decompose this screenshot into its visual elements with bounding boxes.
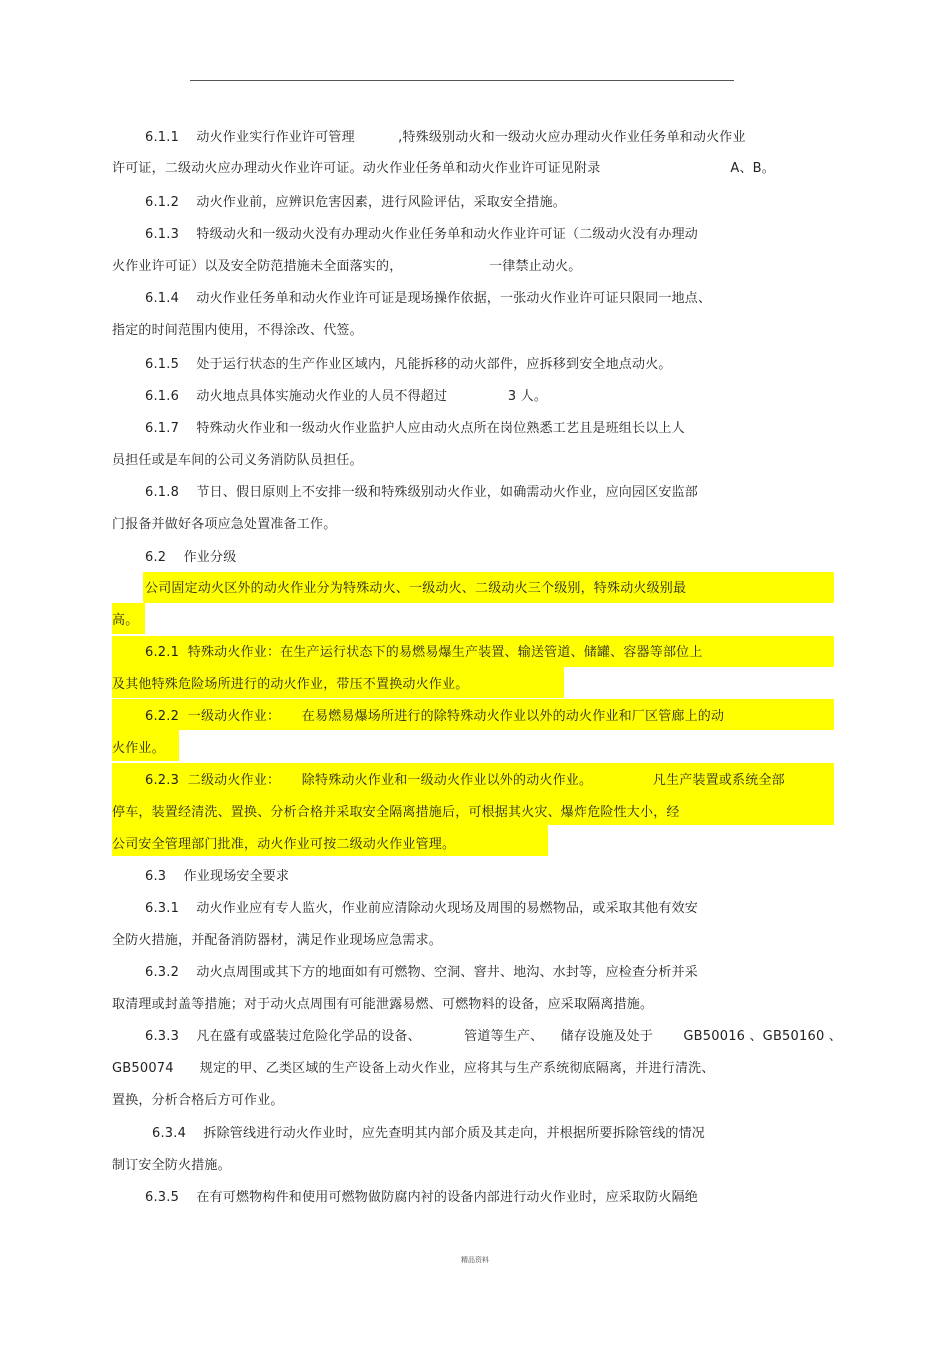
text-line: 员担任或是车间的公司义务消防队员担任。 (112, 453, 363, 468)
text-line: 火作业。 (112, 741, 165, 756)
text-line: 6.2.3 二级动火作业： 除特殊动火作业和一级动火作业以外的动火作业。 凡生产装置或系统全部 (145, 773, 785, 788)
text-line: 制订安全防火措施。 (112, 1158, 231, 1173)
text-line: 6.1.4 动火作业任务单和动火作业许可证是现场操作依据，一张动火作业许可证只限同一地点、 (145, 291, 712, 306)
text-line: 6.1.1 动火作业实行作业许可管理 ,特殊级别动火和一级动火应办理动火作业任务单和动火作业 (145, 130, 746, 145)
text-line: 6.1.5 处于运行状态的生产作业区域内，凡能拆移的动火部件，应拆移到安全地点动火。 (145, 357, 672, 372)
text-line: 指定的时间范围内使用，不得涂改、代签。 (112, 323, 363, 338)
text-line: 公司固定动火区外的动火作业分为特殊动火、一级动火、二级动火三个级别，特殊动火级别最 (145, 581, 687, 596)
text-line: 6.3.4 拆除管线进行动火作业时，应先查明其内部介质及其走向，并根据所要拆除管线的情况 (152, 1126, 706, 1141)
text-line: 6.1.3 特级动火和一级动火没有办理动火作业任务单和动火作业许可证（二级动火没有办理动 (145, 227, 699, 242)
text-line: 6.1.8 节日、假日原则上不安排一级和特殊级别动火作业，如确需动火作业，应向园区安监部 (145, 485, 699, 500)
text-line: 取清理或封盖等措施；对于动火点周围有可能泄露易燃、可燃物料的设备，应采取隔离措施。 (112, 997, 654, 1012)
section-heading: 6.2 作业分级 (145, 550, 237, 565)
text-line: 许可证，二级动火应办理动火作业许可证。动火作业任务单和动火作业许可证见附录 A、B。 (112, 161, 775, 176)
text-line: 及其他特殊危险场所进行的动火作业，带压不置换动火作业。 (112, 677, 469, 692)
text-line: 6.2.1 特殊动火作业：在生产运行状态下的易燃易爆生产装置、输送管道、储罐、容器等部位上 (145, 645, 703, 660)
section-heading: 6.3 作业现场安全要求 (145, 869, 290, 884)
text-line: 高。 (112, 613, 139, 628)
footer-label: 精品资料 (461, 1256, 489, 1264)
text-line: 置换，分析合格后方可作业。 (112, 1093, 284, 1108)
text-line: GB50074 规定的甲、乙类区域的生产设备上动火作业，应将其与生产系统彻底隔离，并进行清洗、 (112, 1061, 715, 1076)
text-line: 6.3.5 在有可燃物构件和使用可燃物做防腐内衬的设备内部进行动火作业时，应采取防火隔绝 (145, 1190, 699, 1205)
header-rule (190, 80, 734, 81)
text-line: 6.3.2 动火点周围或其下方的地面如有可燃物、空洞、窨井、地沟、水封等，应检查分析并采 (145, 965, 699, 980)
text-line: 火作业许可证）以及安全防范措施未全面落实的， 一律禁止动火。 (112, 259, 582, 274)
text-line: 停车，装置经清洗、置换、分析合格并采取安全隔离措施后，可根据其火灾、爆炸危险性大小，经 (112, 805, 680, 820)
text-line: 6.1.7 特殊动火作业和一级动火作业监护人应由动火点所在岗位熟悉工艺且是班组长以上人 (145, 421, 685, 436)
text-line: 6.2.2 一级动火作业： 在易燃易爆场所进行的除特殊动火作业以外的动火作业和厂区管廊上的动 (145, 709, 725, 724)
text-line: 6.3.1 动火作业应有专人监火，作业前应清除动火现场及周围的易燃物品，或采取其他有效安 (145, 901, 699, 916)
text-line: 门报备并做好各项应急处置准备工作。 (112, 517, 337, 532)
text-line: 公司安全管理部门批准，动火作业可按二级动火作业管理。 (112, 837, 456, 852)
text-line: 6.3.3 凡在盛有或盛装过危险化学品的设备、 管道等生产、 储存设施及处于 GB50016 、GB50160 、 (145, 1029, 842, 1044)
text-line: 全防火措施，并配备消防器材，满足作业现场应急需求。 (112, 933, 443, 948)
text-line: 6.1.2 动火作业前，应辨识危害因素，进行风险评估，采取安全措施。 (145, 195, 567, 210)
text-line: 6.1.6 动火地点具体实施动火作业的人员不得超过 3 人。 (145, 389, 548, 404)
